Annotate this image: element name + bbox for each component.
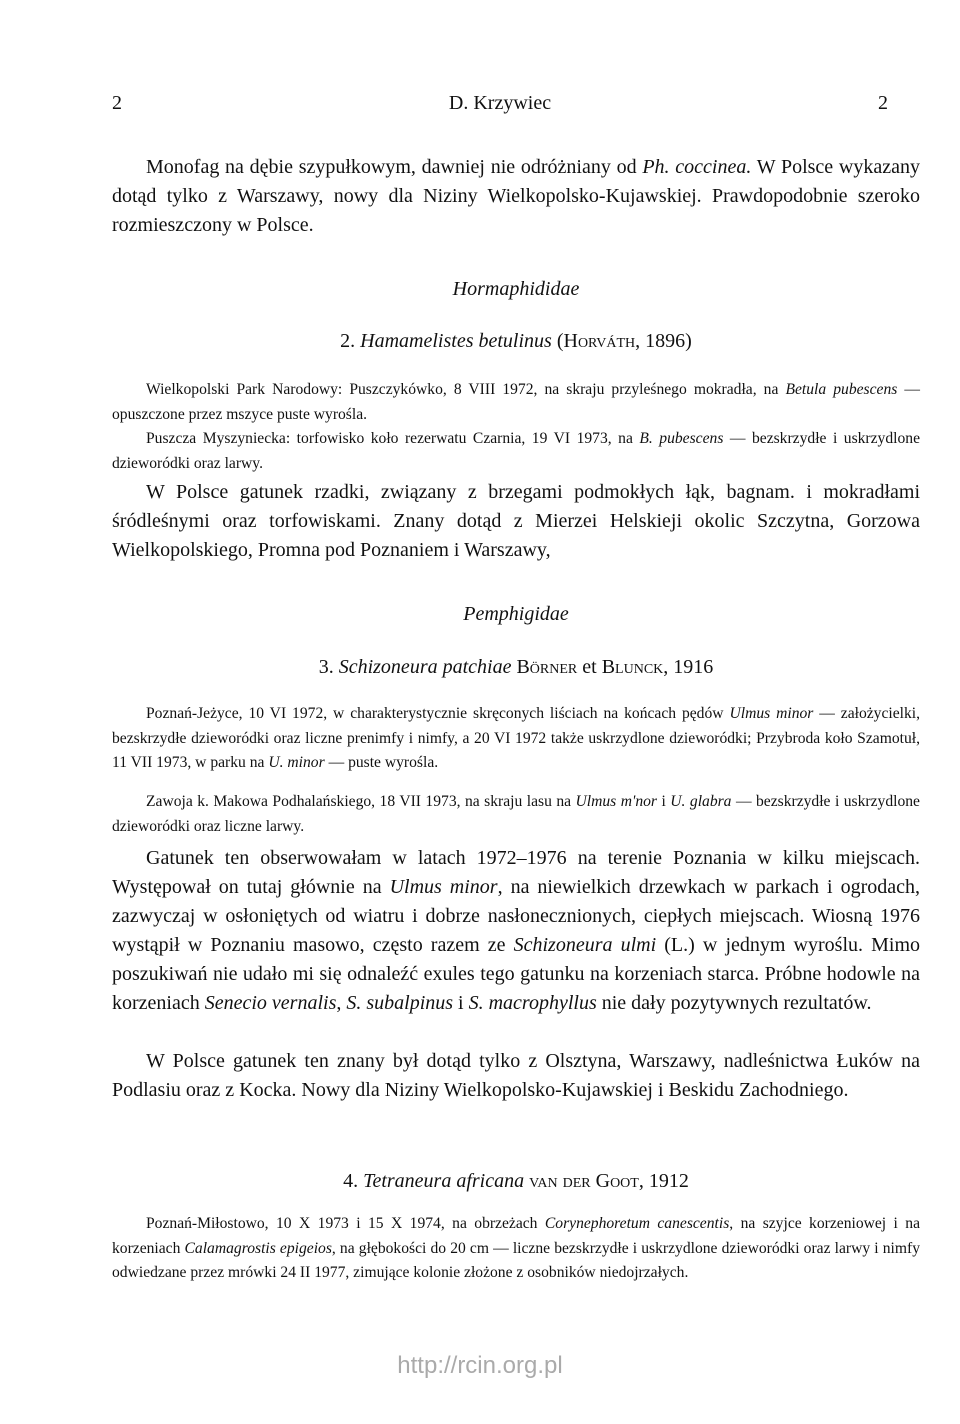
author-year: , 1896) bbox=[635, 330, 692, 352]
species-heading-2 bbox=[112, 330, 920, 353]
distribution-paragraph: W Polsce gatunek rzadki, związany z brzegami podmokłych łąk, bagnam. i mokradłami śródleśnymi oraz torfowiskami. Znany dotąd z Mierzei Helskieji okolic Szczytna, Gorzowa Wielkopolskiego, Promna pod Poznaniem i Warszawy, bbox=[112, 481, 920, 561]
species-name: Tetraneura africana bbox=[363, 1170, 525, 1192]
species-name: Schizoneura patchiae bbox=[338, 656, 512, 678]
host-plant: Ulmus m'nor bbox=[575, 793, 657, 810]
family-heading-pemphigidae: Pemphigidae bbox=[463, 603, 569, 625]
record-text-3: — bezskrzydłe i uskrzydlone dzieworódki oraz liczne larwy. bbox=[112, 793, 920, 835]
author-year: , 1912 bbox=[638, 1170, 689, 1192]
body-text-3: (L.) w jednym wyroślu. Mimo poszukiwań nie udało mi się odnaleźć exules tego gatunku na korzeniach starca. Próbne hodowle na korzeniach bbox=[112, 934, 921, 1014]
record-text: Puszcza Myszyniecka: torfowisko koło rezerwatu Czarnia, 19 VI 1973, na bbox=[146, 430, 640, 447]
host-plant-2: U. minor bbox=[268, 754, 325, 771]
intro-text: Monofag na dębie szypułkowym, dawniej nie odróżniany od bbox=[146, 156, 643, 178]
body-text-5: i bbox=[453, 992, 469, 1014]
intro-text-2: W Polsce wykazany dotąd tylko z Warszawy, nowy dla Niziny Wielkopolsko-Kujawskiej. Prawdopodobnie szeroko rozmieszczony w Polsce. bbox=[112, 156, 920, 236]
record-text-2: — założycielki, bezskrzydłe dzieworódki oraz liczne prenimfy i nimfy, a 20 VI 1972 także uskrzydlone dzieworódki; Przybroda koło Szamotuł, 11 VII 1973, w parku na bbox=[112, 705, 921, 771]
author-year: , 1916 bbox=[663, 656, 714, 678]
record-paragraph-2 bbox=[112, 427, 920, 476]
host-plant-2: U. glabra bbox=[670, 793, 732, 810]
species-author-2: Blunck bbox=[601, 656, 664, 678]
record-text-3: — puste wyrośla. bbox=[324, 754, 439, 771]
host-plant: Ulmus minor bbox=[729, 705, 814, 722]
body-text-4: , bbox=[336, 992, 347, 1014]
host-plant: Betula pubescens bbox=[785, 381, 898, 398]
intro-species: Ph. coccinea. bbox=[642, 156, 752, 178]
record-text-2: — bezskrzydłe i uskrzydlone dzieworódki oraz larwy. bbox=[112, 430, 920, 472]
plant-association: Corynephoretum canescentis bbox=[544, 1215, 730, 1232]
taxon-name-5: S. macrophyllus bbox=[468, 992, 597, 1014]
species-heading-3 bbox=[112, 656, 920, 679]
page-number-left: 2 bbox=[112, 92, 122, 114]
record-text-2: i bbox=[656, 793, 671, 810]
record-text: Zawoja k. Makowa Podhalańskiego, 18 VII 1973, na skraju lasu na bbox=[146, 793, 576, 810]
record-text: Poznań-Jeżyce, 10 VI 1972, w charakterystycznie skręconych liściach na końcach pędów bbox=[146, 705, 730, 722]
running-header bbox=[112, 92, 888, 124]
record-paragraph-4 bbox=[112, 790, 920, 839]
record-text-3: , na głębokości do 20 cm — liczne bezskrzydłe i uskrzydlone dzieworódki oraz larwy i nimfy odwiedzane przez mrówki 24 II 1977, zimujące kolonie złożone z osobników niedojrzałych. bbox=[112, 1239, 920, 1281]
author-open: ( bbox=[551, 330, 564, 352]
taxon-name: Ulmus minor bbox=[389, 876, 498, 898]
species-number: 2. bbox=[340, 330, 361, 352]
species-author: Horváth bbox=[563, 330, 636, 352]
family-heading-hormaphididae: Hormaphididae bbox=[452, 278, 580, 300]
species-name: Hamamelistes betulinus bbox=[360, 330, 552, 352]
observation-paragraph bbox=[112, 844, 920, 1018]
taxon-name-2: Schizoneura ulmi bbox=[513, 934, 657, 956]
record-text: Poznań-Miłostowo, 10 X 1973 i 15 X 1974, na obrzeżach bbox=[146, 1215, 545, 1232]
host-plant: Calamagrostis epigeios bbox=[184, 1239, 332, 1257]
record-text-2: — opuszczone przez mszyce puste wyrośla. bbox=[112, 381, 920, 423]
body-text-6: nie dały pozytywnych rezultatów. bbox=[596, 992, 872, 1014]
body-text: Gatunek ten obserwowałam w latach 1972–1976 na terenie Poznania w kilku miejscach. Występował on tutaj głównie na bbox=[112, 847, 920, 898]
running-author: D. Krzywiec bbox=[448, 92, 552, 114]
species-number: 4. bbox=[343, 1170, 364, 1192]
record-paragraph-3 bbox=[112, 702, 920, 776]
species-author: van der Goot bbox=[524, 1170, 639, 1192]
host-plant: B. pubescens bbox=[639, 430, 724, 447]
distribution-paragraph-2: W Polsce gatunek ten znany był dotąd tylko z Olsztyna, Warszawy, nadleśnictwa Łuków na Podlasiu oraz z Kocka. Nowy dla Niziny Wielkopolsko-Kujawskiej i Beskidu Zachodniego. bbox=[112, 1050, 920, 1101]
species-author-1: Börner bbox=[516, 656, 578, 678]
species-heading-4 bbox=[112, 1170, 920, 1193]
taxon-name-4: S. subalpinus bbox=[346, 992, 454, 1014]
body-text-2: , na niewielkich drzewkach w parkach i ogrodach, zazwyczaj w osłoniętych od wiatru i dobrze nasłonecznionych, ciepłych miejscach. Wiosną 1976 wystąpił w Poznaniu masowo, często razem ze bbox=[112, 876, 920, 956]
taxon-name-3: Senecio vernalis bbox=[204, 992, 337, 1014]
record-paragraph-5 bbox=[112, 1212, 920, 1286]
source-watermark: http://rcin.org.pl bbox=[397, 1352, 563, 1379]
record-text-2: , na szyjce korzeniowej i na korzeniach bbox=[112, 1215, 920, 1257]
record-text: Wielkopolski Park Narodowy: Puszczykówko, 8 VIII 1972, na skraju przyleśnego mokradła, na bbox=[146, 381, 786, 398]
species-number: 3. bbox=[318, 656, 339, 678]
intro-paragraph bbox=[112, 153, 920, 240]
record-paragraph bbox=[112, 378, 920, 427]
et-connector: et bbox=[577, 656, 602, 678]
page-number-right: 2 bbox=[878, 92, 888, 114]
